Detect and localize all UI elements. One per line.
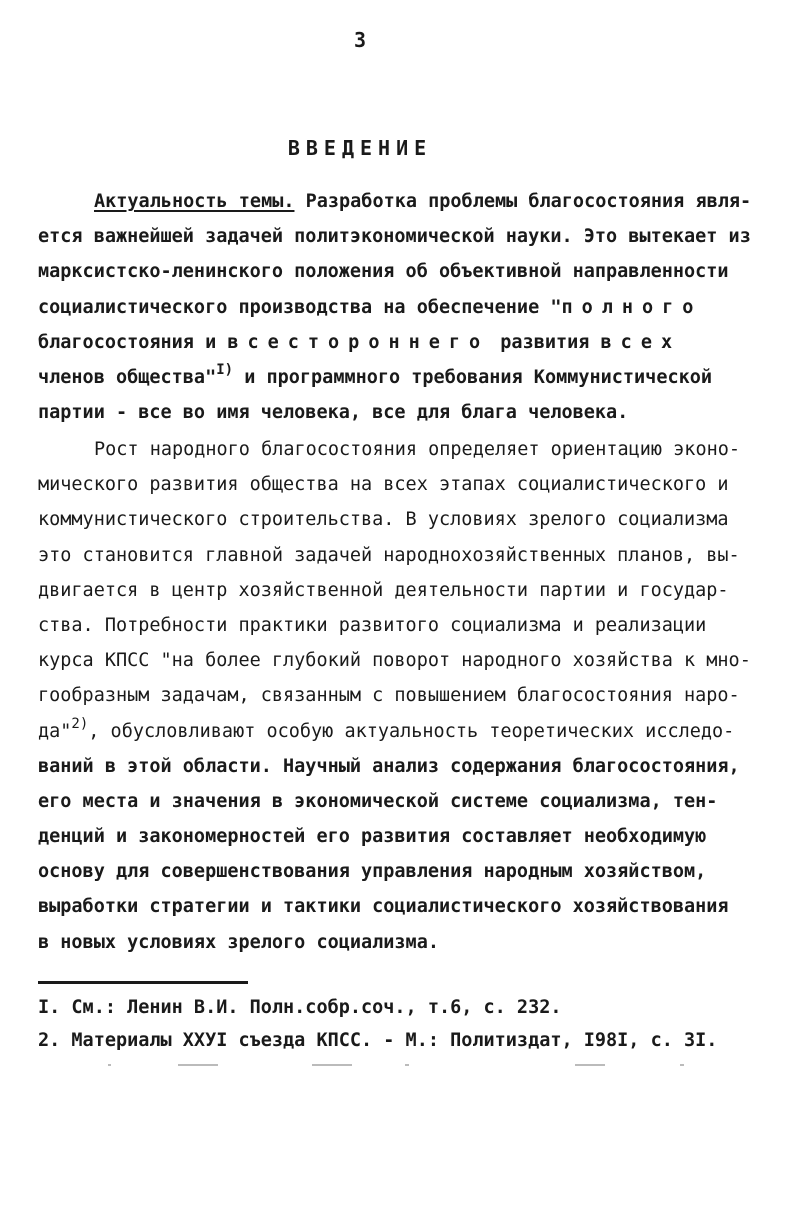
paragraph-line: в новых условиях зрелого социализма. — [38, 931, 439, 953]
spaced-word: всех — [600, 331, 682, 353]
paragraph-line — [38, 290, 738, 325]
line-text: развития — [489, 331, 601, 353]
paragraph-line: гообразным задачам, связанным с повышением благосостояния наро- — [38, 685, 740, 707]
paragraph-relevance — [38, 184, 752, 430]
page-number: 3 — [353, 28, 367, 52]
paragraph-line: коммунистического строительства. В условиях зрелого социализма — [38, 509, 729, 531]
paragraph-line: мического развития общества на всех этапах социалистического и — [38, 474, 729, 496]
paragraph-line: основу для совершенствования управления народным хозяйством, — [38, 861, 707, 883]
paragraph-line — [38, 184, 752, 219]
scan-artifact — [312, 1064, 352, 1066]
paragraph-line: это становится главной задачей народнохозяйственных планов, вы- — [38, 544, 740, 566]
line-text: да" — [38, 720, 72, 742]
line-text: социалистического производства на обеспечение " — [38, 296, 562, 318]
scan-artifact — [178, 1064, 218, 1066]
paragraph-line: выработки стратегии и тактики социалистического хозяйствования — [38, 896, 729, 918]
scan-artifact — [680, 1064, 684, 1066]
spaced-word: всестороннего — [227, 331, 490, 353]
line-text: и программного требования Коммунистической — [233, 366, 713, 388]
paragraph-line: двигается в центр хозяйственной деятельности партии и государ- — [38, 579, 729, 601]
paragraph-line: ства. Потребности практики развитого социализма и реализации — [38, 614, 707, 636]
footnote-1: I. См.: Ленин В.И. Полн.собр.соч., т.6, с. 232. — [38, 997, 562, 1018]
scan-artifact — [108, 1064, 111, 1066]
scan-artifact — [405, 1064, 409, 1066]
paragraph-welfare-growth — [38, 432, 751, 960]
paragraph-line: марксистско-ленинского положения об объективной направленности — [38, 261, 729, 283]
paragraph-line: Рост народного благосостояния определяет ориентацию эконо- — [94, 439, 741, 460]
line-text: Разработка проблемы благосостояния явля- — [294, 191, 752, 212]
scan-artifact — [575, 1064, 605, 1066]
line-text: членов общества" — [38, 366, 217, 388]
footnote-2: 2. Материалы ХХУI съезда КПСС. - М.: Политиздат, I98I, с. 3I. — [38, 1030, 718, 1051]
footnotes — [38, 991, 738, 1057]
paragraph-line — [38, 714, 738, 749]
section-heading: ВВЕДЕНИЕ — [287, 136, 433, 160]
paragraph-line: ваний в этой области. Научный анализ содержания благосостояния, — [38, 755, 740, 777]
paragraph-line: денций и закономерностей его развития составляет необходимую — [38, 826, 707, 848]
paragraph-line — [38, 325, 738, 360]
paragraph-line — [38, 360, 738, 395]
footnote-ref-2: 2) — [71, 715, 89, 732]
relevance-label: Актуальность темы. — [94, 191, 295, 212]
footnote-ref-1: I) — [216, 361, 234, 378]
spaced-word: полного — [561, 296, 703, 318]
paragraph-line: партии - все во имя человека, все для блага человека. — [38, 402, 629, 424]
line-text: благосостояния и — [38, 331, 228, 353]
footnote-separator — [38, 981, 248, 984]
paragraph-line: ется важнейшей задачей политэкономической науки. Это вытекает из — [38, 226, 751, 248]
line-text: , обусловливают особую актуальность теоретических исследо- — [88, 720, 735, 742]
paragraph-line: курса КПСС "на более глубокий поворот народного хозяйства к мно- — [38, 650, 751, 672]
paragraph-line: его места и значения в экономической системе социализма, тен- — [38, 790, 718, 812]
